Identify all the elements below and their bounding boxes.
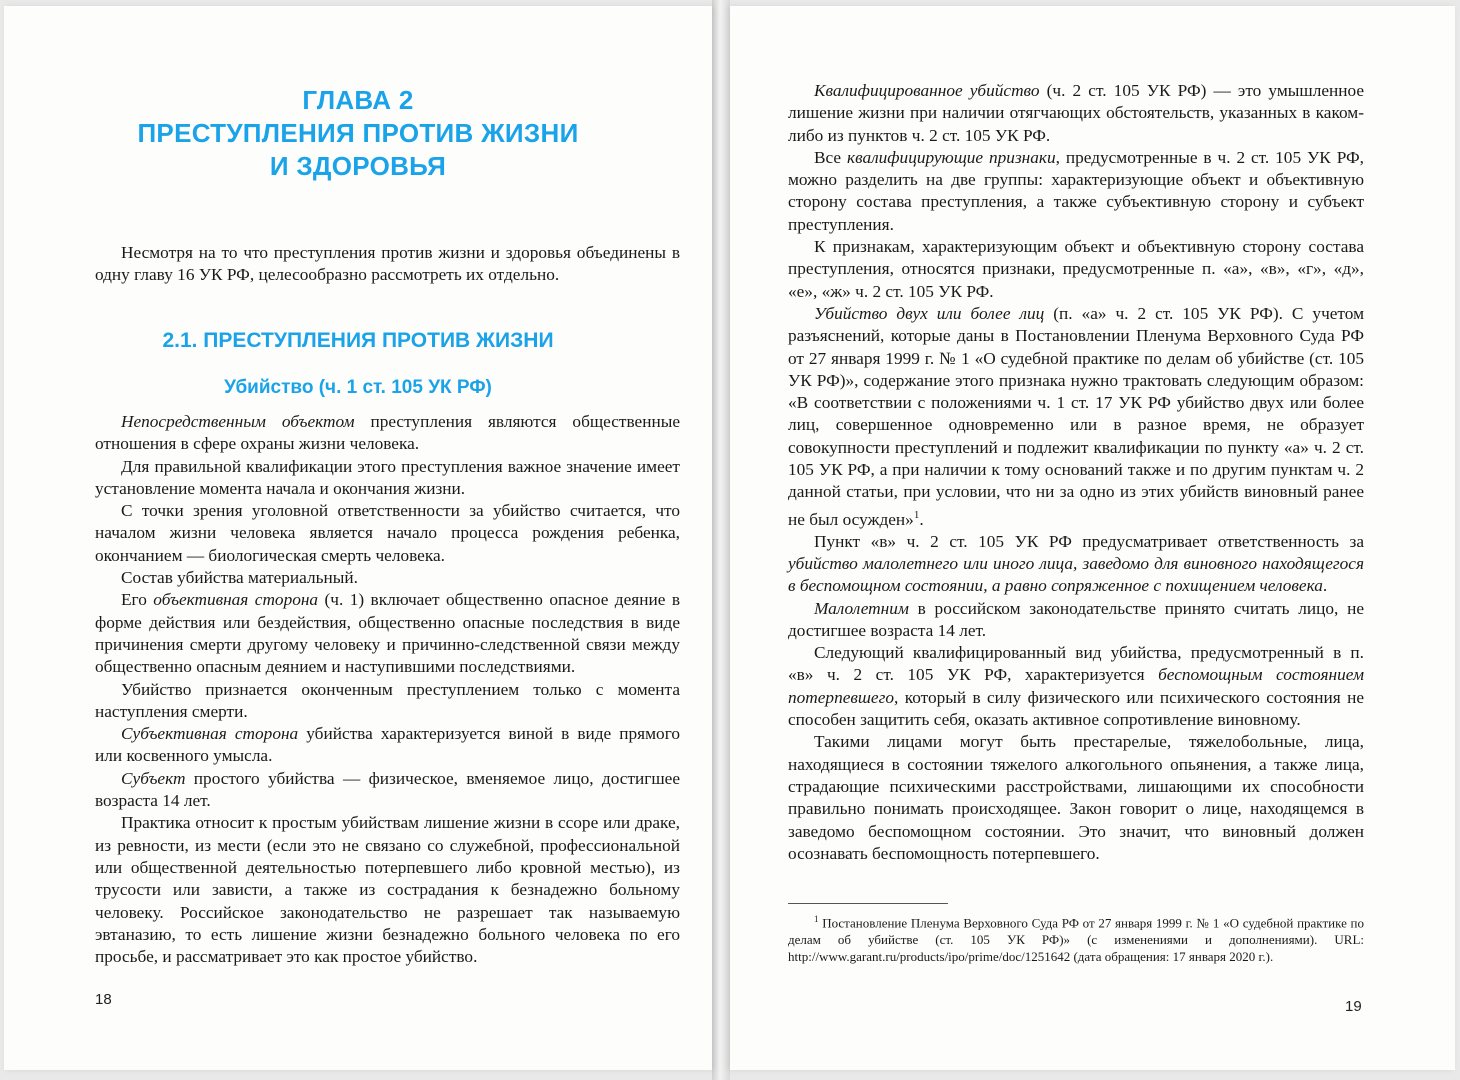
footnote <box>788 911 1364 965</box>
footnote-separator <box>788 903 948 904</box>
paragraph: Состав убийства материальный. <box>121 568 358 588</box>
paragraph: Следующий квалифицированный вид убийства, предусмотренный в п. «в» ч. 2 ст. 105 УК РФ, характеризуется беспомощным состоянием потерпевшего, который в силу физического или психического состояния не способен защитить себя, оказать активное сопротивление виновному. <box>788 643 1364 730</box>
paragraph: Непосредственным объектом преступления являются общественные отношения в сфере охраны жизни человека. <box>95 412 680 454</box>
italic-term: беспомощным состоянием потерпевшего <box>788 665 1364 707</box>
paragraph: Субъект простого убийства — физическое, вменяемое лицо, достигшее возраста 14 лет. <box>95 768 680 811</box>
italic-term: убийство малолетнего или иного лица, заведомо для виновного находящегося в беспомощном состоянии, а равно сопряженное с похищением человека <box>788 554 1364 596</box>
chapter-title-line-3: И ЗДОРОВЬЯ <box>269 151 447 181</box>
italic-term: Субъект <box>121 768 186 788</box>
italic-term: Непосредственным объектом <box>121 412 355 431</box>
paragraph: Пункт «в» ч. 2 ст. 105 УК РФ предусматривает ответственность за убийство малолетнего или иного лица, заведомо для виновного находящегося в беспомощном состоянии, а равно сопряженное с похищением человека. <box>788 531 1364 596</box>
page-number-left: 18 <box>95 991 112 1008</box>
left-page <box>4 6 712 1070</box>
paragraph: Для правильной квалификации этого преступления важное значение имеет установление момента начала и окончания жизни. <box>95 456 680 498</box>
left-body-text <box>95 411 680 968</box>
intro-text: Несмотря на то что преступления против жизни и здоровья объединены в одну главу 16 УК РФ, целесообразно рассмотреть их отдельно. <box>95 243 680 285</box>
paragraph: Его объективная сторона (ч. 1) включает общественно опасное деяние в форме действия или бездействия, общественно опасные последствия в виде причинения смерти другому человеку и причинно-следственной связи между общественно опасным деянием и наступившими последствиями. <box>95 590 680 677</box>
section-title: 2.1. ПРЕСТУПЛЕНИЯ ПРОТИВ ЖИЗНИ <box>162 329 554 352</box>
paragraph: Такими лицами могут быть престарелые, тяжелобольные, лица, находящиеся в состоянии тяжелого алкогольного опьянения, а также лица, страдающие психическими расстройствами, лишающими их способности правильно понимать происходящее. Закон говорит о лице, находящемся в заведомо беспомощном состоянии. Это значит, что виновный должен осознавать беспомощность потерпевшего. <box>788 732 1364 863</box>
footnote-mark: 1 <box>814 914 819 924</box>
italic-term: квалифицирующие признаки <box>847 147 1056 167</box>
paragraph: Практика относит к простым убийствам лишение жизни в ссоре или драке, из ревности, из мести (если это не связано со служебной, профессиональной или общественной деятельностью потерпевшего либо кровной местью), из трусости или зависти, а также из сострадания к безнадежно больному человеку. Российское законодательство не разрешает так называемую эвтаназию, то есть лишение жизни безнадежно больного человека по его просьбе, и рассматривает это как простое убийство. <box>95 813 680 967</box>
footnote-text: $^1$ Постановление Пленума Верховного Суда РФ от 27 января 1999 г. № 1 «О судебной практике по делам об убийстве (ст. 105 УК РФ)» (с изменениями и дополнениями). URL: http://www.garant.ru/products/ipo/prime/doc/1251642 (дата обращения: 17 января 2020 г.). <box>788 914 1364 965</box>
italic-term: Субъективная сторона <box>121 724 299 744</box>
italic-term: объективная сторона <box>153 590 319 610</box>
paragraph: С точки зрения уголовной ответственности за убийство считается, что началом жизни человека является начало процесса рождения ребенка, окончанием — биологическая смерть человека. <box>95 501 680 565</box>
footnote-reference: 1 <box>913 508 920 521</box>
paragraph: Убийство признается оконченным преступлением только с момента наступления смерти. <box>95 679 680 721</box>
italic-term: Квалифицированное убийство <box>814 81 1040 100</box>
right-body-text <box>788 80 1364 865</box>
paragraph: Все квалифицирующие признаки, предусмотренные в ч. 2 ст. 105 УК РФ, можно разделить на две группы: характеризующие объект и объективную сторону состава преступления, а также субъективную сторону и субъект преступления. <box>788 147 1364 234</box>
subsection-title: Убийство (ч. 1 ст. 105 УК РФ) <box>224 377 492 398</box>
chapter-title-line-1: ГЛАВА 2 <box>302 85 414 115</box>
page-number-right: 19 <box>1345 998 1362 1015</box>
right-page <box>730 6 1455 1070</box>
italic-term: Убийство двух или более лиц <box>814 303 1045 323</box>
paragraph: Убийство двух или более лиц (п. «а» ч. 2 ст. 105 УК РФ). С учетом разъяснений, которые даны в Постановлении Пленума Верховного Суда РФ от 27 января 1999 г. № 1 «О судебной практике по делам об убийстве (ст. 105 УК РФ)», содержание этого признака нужно трактовать следующим образом: «В соответствии с положениями ч. 1 ст. 17 УК РФ убийство двух или более лиц, совершенное одновременно или в разное время, не образует совокупности преступлений и подлежит квалификации по пункту «а» ч. 2 ст. 105 УК РФ, а при наличии к тому оснований также и по другим пунктам ч. 2 данной статьи, при условии, что ни за одно из этих убийств виновный ранее не был осужден»$^1$. <box>788 303 1365 529</box>
intro-paragraph <box>95 242 680 287</box>
paragraph: Малолетним в российском законодательстве принято считать лицо, не достигшее возраста 14 лет. <box>788 598 1364 640</box>
paragraph: Субъективная сторона убийства характеризуется виной в виде прямого или косвенного умысла. <box>95 724 680 766</box>
chapter-title-line-2: ПРЕСТУПЛЕНИЯ ПРОТИВ ЖИЗНИ <box>137 118 579 148</box>
book-spine <box>712 0 730 1080</box>
paragraph: К признакам, характеризующим объект и объективную сторону состава преступления, относятся признаки, предусмотренные п. «а», «в», «г», «д», «е», «ж» ч. 2 ст. 105 УК РФ. <box>788 237 1364 301</box>
paragraph: Квалифицированное убийство (ч. 2 ст. 105 УК РФ) — это умышленное лишение жизни при наличии отягчающих обстоятельств, указанных в каком-либо из пунктов ч. 2 ст. 105 УК РФ. <box>788 81 1365 145</box>
italic-term: Малолетним <box>814 598 909 618</box>
